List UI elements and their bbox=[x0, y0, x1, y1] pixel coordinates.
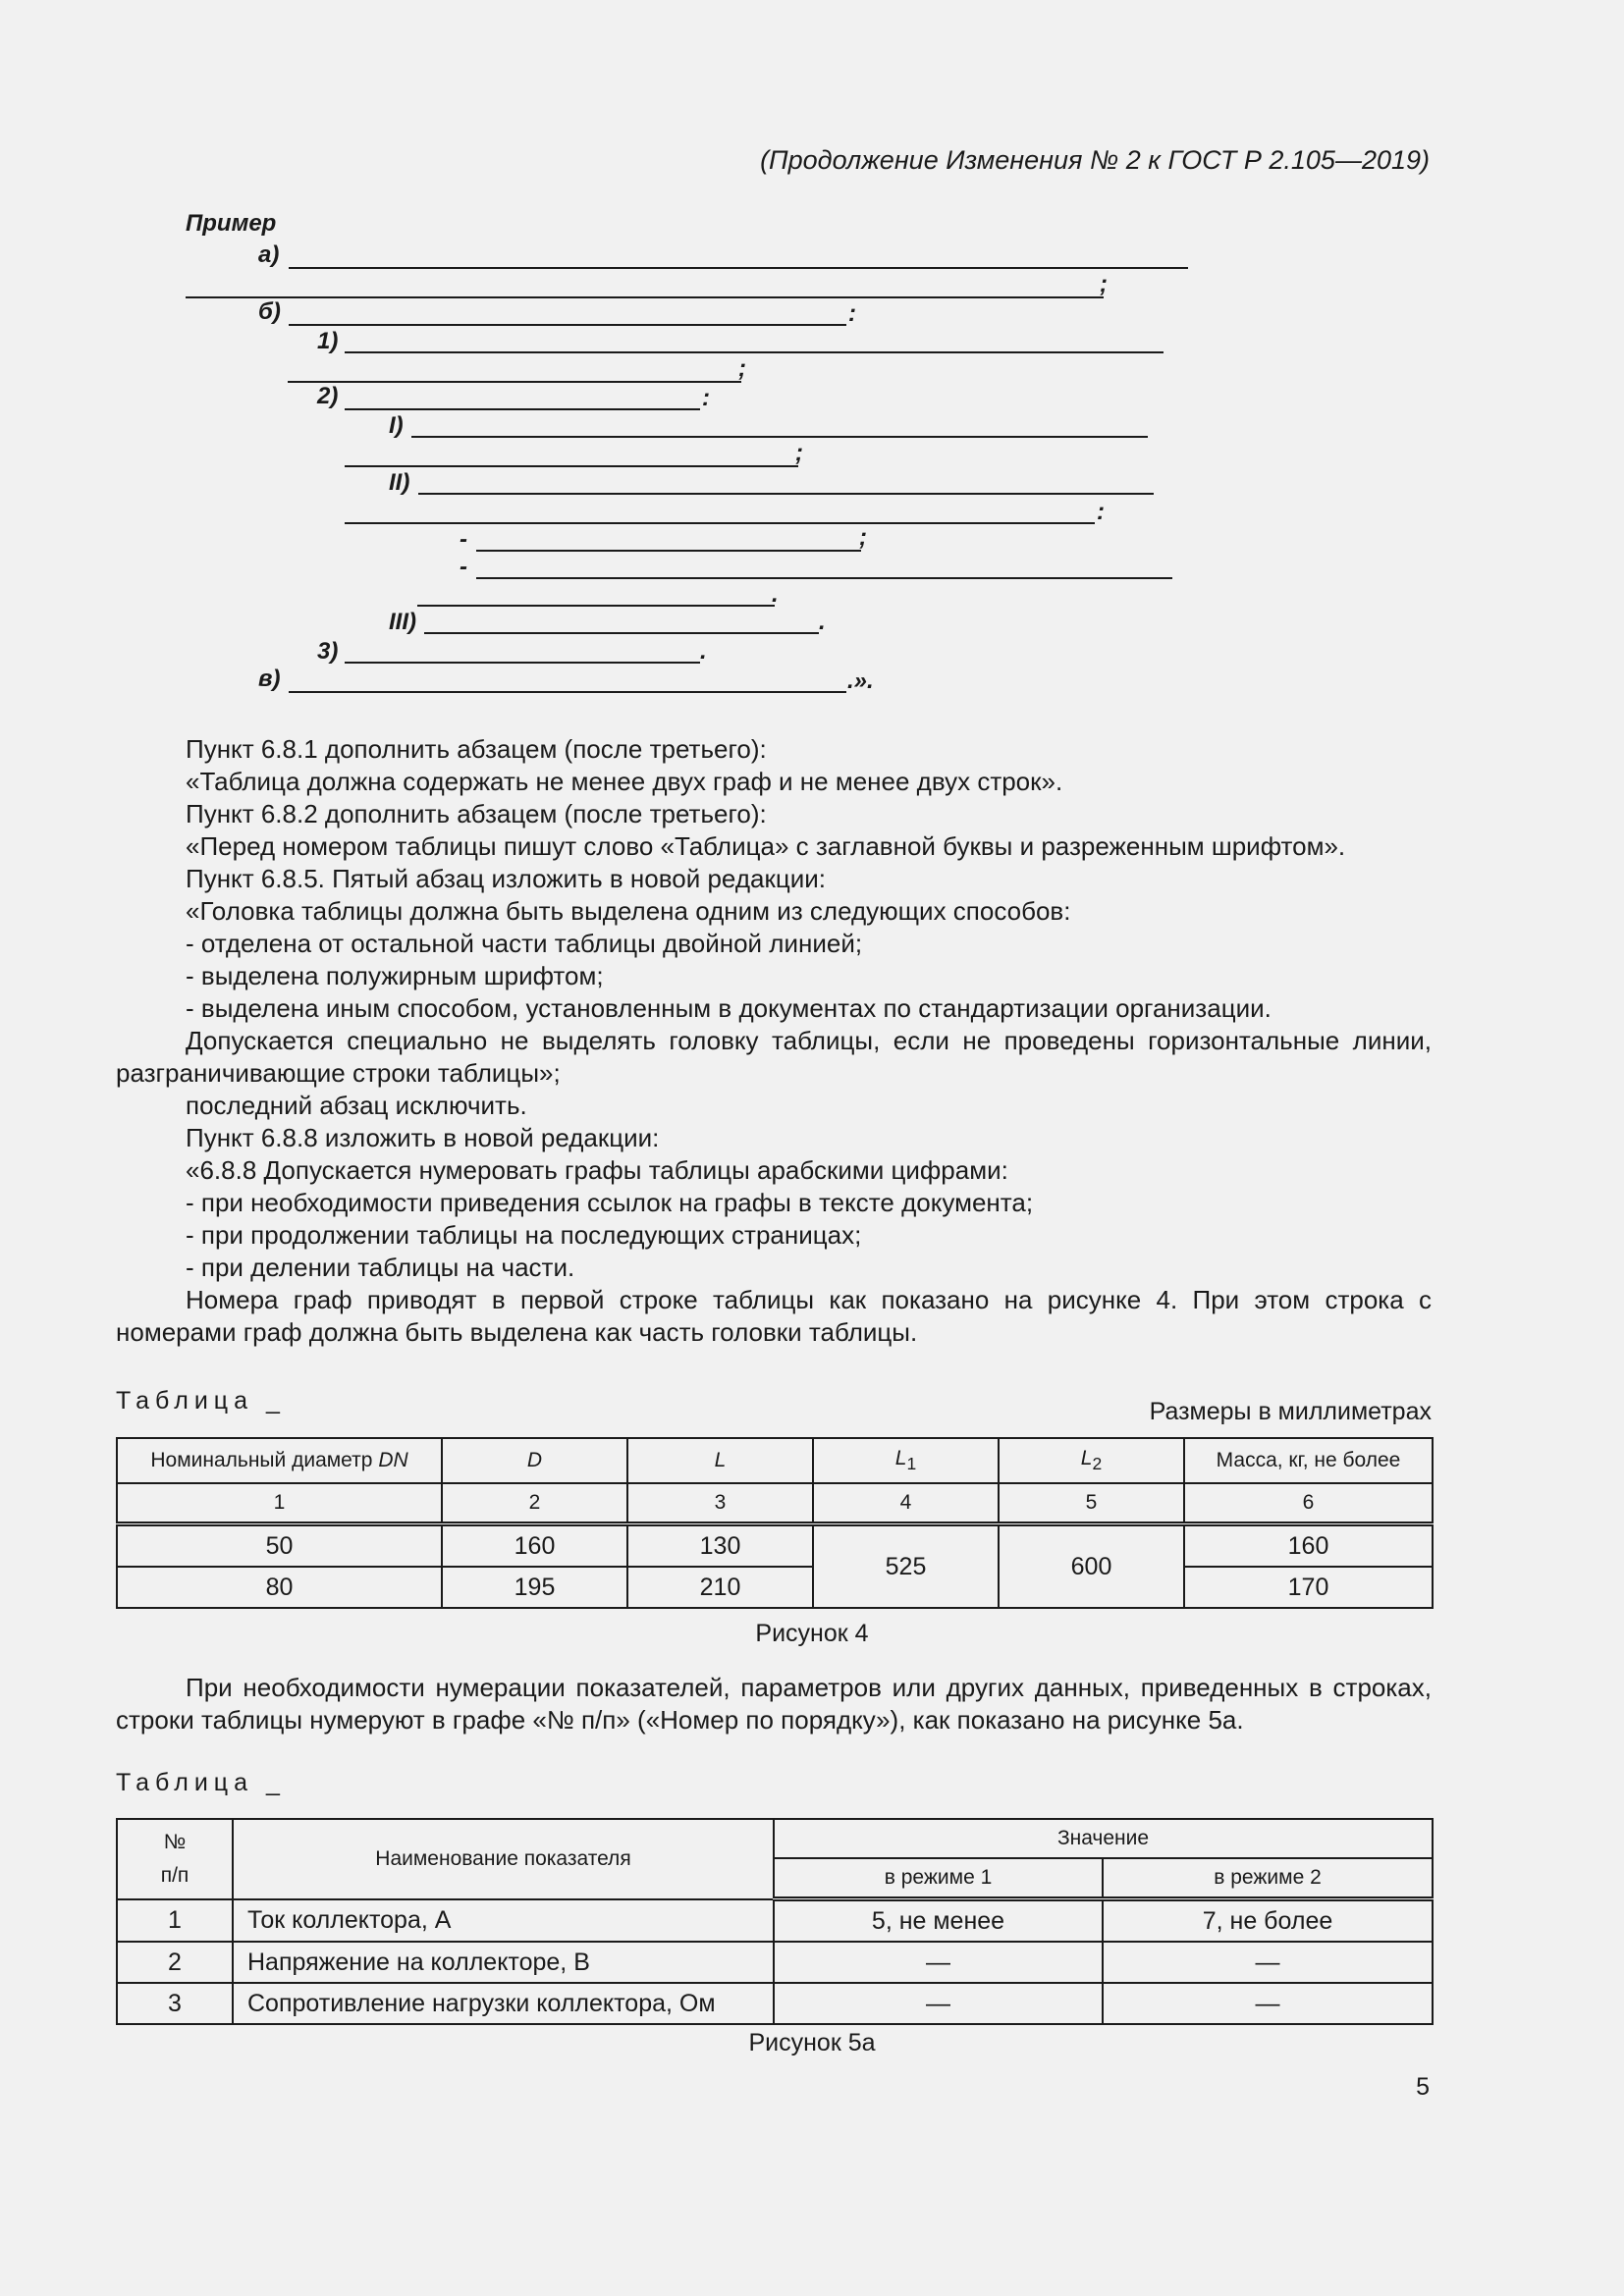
colon: : bbox=[848, 300, 856, 327]
list-item: - при делении таблицы на части. bbox=[186, 1253, 575, 1282]
table-units-note: Размеры в миллиметрах bbox=[1149, 1398, 1432, 1425]
figure-caption: Рисунок 4 bbox=[755, 1620, 869, 1647]
table-row bbox=[117, 1524, 1433, 1568]
table-cell: — bbox=[1103, 1983, 1433, 2024]
body-text bbox=[116, 733, 1432, 1349]
table-caption: Таблица _ bbox=[116, 1769, 286, 1796]
table-indicators bbox=[116, 1818, 1434, 2025]
table-cell: Ток коллектора, А bbox=[233, 1899, 774, 1943]
table-row bbox=[117, 1899, 1433, 1943]
table-cell: 130 bbox=[627, 1524, 813, 1568]
blank-line bbox=[345, 351, 1164, 353]
table-cell: 210 bbox=[627, 1567, 813, 1608]
example-label-i: I) bbox=[389, 412, 404, 439]
paragraph: «Перед номером таблицы пишут слово «Таблица» с заглавной буквы и разреженным шрифтом». bbox=[186, 831, 1346, 861]
header-cell-l: L bbox=[627, 1438, 813, 1483]
example-label-b1: 1) bbox=[317, 328, 339, 354]
header-cell-dn: Номинальный диаметр DN bbox=[117, 1438, 442, 1483]
table-cell: Сопротивление нагрузки коллектора, Ом bbox=[233, 1983, 774, 2024]
example-label-dash: - bbox=[460, 526, 467, 553]
table-row bbox=[117, 1983, 1433, 2024]
table-cell: 600 bbox=[999, 1524, 1184, 1609]
table-cell: — bbox=[1103, 1942, 1433, 1983]
table-cell: 3 bbox=[117, 1983, 233, 2024]
header-cell-mass: Масса, кг, не более bbox=[1184, 1438, 1433, 1483]
table-header-row bbox=[117, 1438, 1433, 1483]
paragraph: последний абзац исключить. bbox=[186, 1091, 527, 1120]
colon: : bbox=[1097, 499, 1105, 525]
blank-line bbox=[186, 296, 1104, 298]
paragraph: «Таблица должна содержать не менее двух граф и не менее двух строк». bbox=[186, 767, 1063, 796]
header-cell-mode1: в режиме 1 bbox=[774, 1858, 1103, 1899]
paragraph: Номера граф приводят в первой строке таблицы как показано на рисунке 4. При этом строка с номерами граф должна быть выделена как часть головки таблицы. bbox=[116, 1285, 1432, 1347]
example-label-v: в) bbox=[258, 666, 281, 692]
table-cell: 50 bbox=[117, 1524, 442, 1568]
blank-line bbox=[345, 465, 798, 467]
table-cell: 80 bbox=[117, 1567, 442, 1608]
semicolon: ; bbox=[1100, 271, 1108, 297]
header-cell-d: D bbox=[442, 1438, 627, 1483]
page-number: 5 bbox=[1416, 2073, 1430, 2101]
blank-line bbox=[288, 381, 741, 383]
table-cell: 7, не более bbox=[1103, 1899, 1433, 1943]
column-number: 1 bbox=[117, 1483, 442, 1524]
blank-line bbox=[345, 522, 1095, 524]
table-cell: 5, не менее bbox=[774, 1899, 1103, 1943]
list-item: - выделена иным способом, установленным в документах по стандартизации организации. bbox=[186, 993, 1272, 1023]
closing-quote: .». bbox=[847, 667, 874, 694]
table-cell: — bbox=[774, 1942, 1103, 1983]
blank-line bbox=[289, 267, 1188, 269]
period: . bbox=[700, 638, 707, 665]
table-cell: 1 bbox=[117, 1899, 233, 1943]
example-label-b: б) bbox=[258, 298, 281, 325]
table-cell: — bbox=[774, 1983, 1103, 2024]
blank-line bbox=[417, 605, 775, 607]
column-number: 5 bbox=[999, 1483, 1184, 1524]
table-cell: Напряжение на коллекторе, В bbox=[233, 1942, 774, 1983]
table-dimensions bbox=[116, 1437, 1434, 1609]
paragraph: Допускается специально не выделять головку таблицы, если не проведены горизонтальные линии, разграничивающие строки таблицы»; bbox=[116, 1026, 1432, 1088]
blank-line bbox=[424, 632, 819, 634]
example-label-iii: III) bbox=[389, 609, 416, 635]
paragraph: При необходимости нумерации показателей, параметров или других данных, приведенных в строках, строки таблицы нумеруют в графе «№ п/п» («Номер по порядку»), как показано на рисунке 5а. bbox=[116, 1673, 1432, 1735]
list-item: - выделена полужирным шрифтом; bbox=[186, 961, 604, 990]
table-cell: 160 bbox=[442, 1524, 627, 1568]
table-row bbox=[117, 1567, 1433, 1608]
table-cell: 525 bbox=[813, 1524, 999, 1609]
column-number: 4 bbox=[813, 1483, 999, 1524]
list-item: - при продолжении таблицы на последующих страницах; bbox=[186, 1220, 862, 1250]
blank-line bbox=[289, 691, 846, 693]
blank-line bbox=[345, 662, 700, 664]
running-header: (Продолжение Изменения № 2 к ГОСТ Р 2.105—2019) bbox=[760, 145, 1430, 175]
table-row bbox=[117, 1942, 1433, 1983]
table-caption: Таблица _ bbox=[116, 1387, 286, 1415]
paragraph: «6.8.8 Допускается нумеровать графы таблицы арабскими цифрами: bbox=[186, 1155, 1008, 1185]
example-title: Пример bbox=[186, 210, 277, 237]
period: . bbox=[772, 581, 779, 608]
table-cell: 170 bbox=[1184, 1567, 1433, 1608]
header-cell-value: Значение bbox=[774, 1819, 1433, 1858]
blank-line bbox=[345, 408, 700, 410]
semicolon: ; bbox=[859, 524, 867, 551]
list-item: - отделена от остальной части таблицы двойной линией; bbox=[186, 929, 863, 958]
column-number: 3 bbox=[627, 1483, 813, 1524]
example-label-ii: II) bbox=[389, 469, 410, 496]
colon: : bbox=[702, 385, 710, 411]
header-cell-name: Наименование показателя bbox=[233, 1819, 774, 1899]
paragraph: «Головка таблицы должна быть выделена одним из следующих способов: bbox=[186, 896, 1071, 926]
paragraph: Пункт 6.8.5. Пятый абзац изложить в новой редакции: bbox=[186, 864, 826, 893]
column-number-row bbox=[117, 1483, 1433, 1524]
blank-line bbox=[476, 577, 1172, 579]
blank-line bbox=[411, 436, 1148, 438]
header-cell-num: № п/п bbox=[117, 1819, 233, 1899]
list-item: - при необходимости приведения ссылок на графы в тексте документа; bbox=[186, 1188, 1034, 1217]
blank-line bbox=[418, 493, 1154, 495]
column-number: 2 bbox=[442, 1483, 627, 1524]
header-cell-mode2: в режиме 2 bbox=[1103, 1858, 1433, 1899]
table-cell: 160 bbox=[1184, 1524, 1433, 1568]
paragraph: Пункт 6.8.8 изложить в новой редакции: bbox=[186, 1123, 660, 1152]
table-cell: 2 bbox=[117, 1942, 233, 1983]
body-text bbox=[116, 1672, 1432, 1736]
semicolon: ; bbox=[795, 440, 803, 466]
example-label-b2: 2) bbox=[317, 383, 339, 409]
figure-caption: Рисунок 5а bbox=[748, 2029, 876, 2056]
semicolon: ; bbox=[738, 355, 746, 382]
example-label-a: а) bbox=[258, 241, 280, 268]
paragraph: Пункт 6.8.2 дополнить абзацем (после третьего): bbox=[186, 799, 767, 828]
example-label-b3: 3) bbox=[317, 638, 339, 665]
table-cell: 195 bbox=[442, 1567, 627, 1608]
header-cell-l2: $L_2$ bbox=[999, 1438, 1184, 1483]
example-label-dash: - bbox=[460, 554, 467, 580]
table-header-row bbox=[117, 1819, 1433, 1858]
header-cell-l1: $L_1$ bbox=[813, 1438, 999, 1483]
blank-line bbox=[289, 324, 846, 326]
blank-line bbox=[476, 550, 861, 552]
column-number: 6 bbox=[1184, 1483, 1433, 1524]
period: . bbox=[819, 609, 826, 635]
paragraph: Пункт 6.8.1 дополнить абзацем (после третьего): bbox=[186, 734, 767, 764]
